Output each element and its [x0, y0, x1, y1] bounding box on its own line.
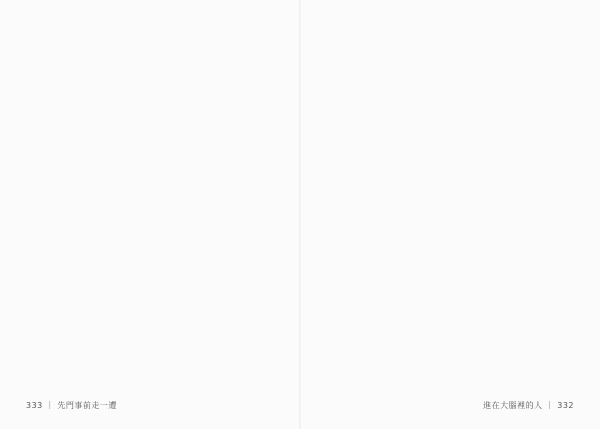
- left-page-body: [30, 56, 272, 356]
- right-page-body: [334, 24, 480, 364]
- right-page-footer: 進在大腦裡的人 ｜ 332: [483, 401, 574, 410]
- right-page: [300, 0, 600, 429]
- left-page-footer: 333 ｜ 先門事前走一遭: [26, 401, 117, 410]
- epigraph: [518, 24, 566, 384]
- section-heading: [486, 24, 508, 144]
